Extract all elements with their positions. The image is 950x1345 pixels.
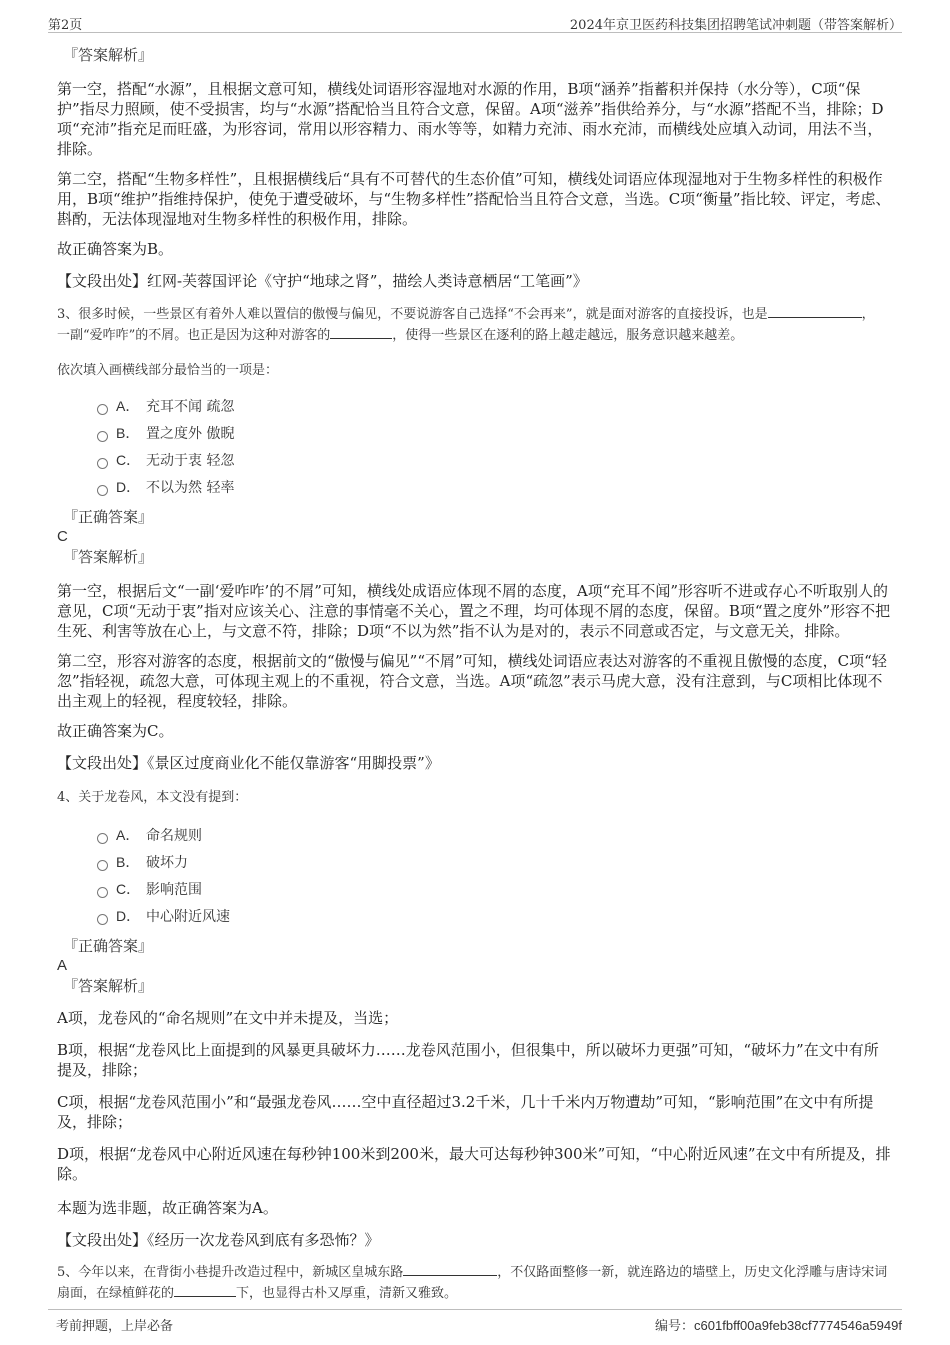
correct-answer: A — [57, 957, 68, 974]
correct-answer-label: 『正确答案』 — [63, 508, 154, 526]
text-source: 【文段出处】《经历一次龙卷风到底有多恐怖？》 — [57, 1231, 380, 1249]
fill-blank — [403, 1263, 497, 1276]
analysis-paragraph: C项，根据“龙卷风范围小”和“最强龙卷风……空中直径超过3.2千米，几十千米内万物遭劫”可知，“影响范围”在文中有所提及，排除； — [57, 1093, 874, 1131]
radio-icon[interactable] — [97, 431, 108, 442]
fill-blank — [768, 305, 862, 318]
text-source: 【文段出处】红网-芙蓉国评论《守护“地球之肾”，描绘人类诗意栖居“工笔画”》 — [57, 272, 588, 290]
analysis-paragraph: 第一空，根据后文“一副‘爱咋咋’的不屑”可知，横线处成语应体现不屑的态度，A项“充耳不闻”形容听不进或存心不听取别人的意见，C项“无动于衷”指对应该关心、注意的事情毫不关心，置之不理，均可体现不屑的态度，保留。B项“置之度外”形容不把生死、利害等放在心上，与文意不符，排除；D项“不以为然”指不认为是对的，表示不同意或否定，与文意无关，排除。 — [57, 582, 891, 640]
text-source: 【文段出处】《景区过度商业化不能仅靠游客“用脚投票”》 — [57, 754, 440, 772]
fill-blank — [174, 1284, 236, 1297]
page-number: 第2页 — [48, 18, 83, 33]
answer-conclusion: 故正确答案为B。 — [57, 240, 174, 258]
analysis-paragraph: 第二空，搭配“生物多样性”，且根据横线后“具有不可替代的生态价值”可知，横线处词语应体现湿地对于生物多样性的积极作用，B项“维护”指维持保护，使免于遭受破坏，与“生物多样性”搭配恰当且符合文意，当选。C项“衡量”指比较、评定，考虑、斟酌，无法体现湿地对生物多样性的积极作用，排除。 — [57, 170, 891, 228]
option-b[interactable]: B． 置之度外 傲睨 — [97, 420, 893, 447]
fill-blank — [330, 326, 392, 339]
page-header — [48, 12, 902, 33]
document-title: 2024年京卫医药科技集团招聘笔试冲刺题（带答案解析） — [569, 18, 902, 33]
option-d[interactable]: D． 中心附近风速 — [97, 903, 893, 930]
question-stem: 5、今年以来，在背街小巷提升改造过程中，新城区皇城东路 ，不仅路面整修一新，就连路边的墙壁上，历史文化浮雕与唐诗宋词扇面，在绿植鲜花的 下，也显得古朴又厚重，清新又雅致。 — [57, 1265, 888, 1301]
footer-slogan: 考前押题，上岸必备 — [56, 1319, 174, 1334]
option-d[interactable]: D． 不以为然 轻率 — [97, 474, 893, 501]
option-c[interactable]: C． 无动于衷 轻忽 — [97, 447, 893, 474]
analysis-paragraph: A项，龙卷风的“命名规则”在文中并未提及，当选； — [57, 1009, 399, 1027]
radio-icon[interactable] — [97, 914, 108, 925]
option-list — [57, 822, 893, 930]
radio-icon[interactable] — [97, 458, 108, 469]
analysis-label: 『答案解析』 — [63, 548, 154, 566]
correct-answer-label: 『正确答案』 — [63, 937, 154, 955]
page-content — [57, 45, 893, 1304]
analysis-label: 『答案解析』 — [63, 46, 154, 64]
option-list — [57, 393, 893, 501]
radio-icon[interactable] — [97, 833, 108, 844]
option-c[interactable]: C． 影响范围 — [97, 876, 893, 903]
correct-answer: C — [57, 528, 68, 545]
page-footer — [48, 1309, 902, 1334]
analysis-paragraph: 第二空，形容对游客的态度，根据前文的“傲慢与偏见”“不屑”可知，横线处词语应表达对游客的不重视且傲慢的态度，C项“轻忽”指轻视，疏忽大意，可体现主观上的不重视，符合文意，当选。A项“疏忽”表示马虎大意，没有注意到，与C项相比体现不出主观上的轻视，程度较轻，排除。 — [57, 652, 887, 710]
analysis-paragraph: 第一空，搭配“水源”，且根据文意可知，横线处词语形容湿地对水源的作用，B项“涵养”指蓄积并保持（水分等），C项“保护”指尽力照顾，使不受损害，均与“水源”搭配恰当且符合文意，保留。A项“滋养”指供给养分，与“水源”搭配不当，排除；D项“充沛”指充足而旺盛，为形容词，常用以形容精力、雨水等等，如精力充沛、雨水充沛，而横线处应填入动词，用法不当，排除。 — [57, 80, 884, 158]
radio-icon[interactable] — [97, 860, 108, 871]
document-serial: 编号：c601fbff00a9feb38cf7774546a5949f — [655, 1318, 902, 1333]
option-a[interactable]: A． 充耳不闻 疏忽 — [97, 393, 893, 420]
analysis-label: 『答案解析』 — [63, 977, 154, 995]
option-a[interactable]: A． 命名规则 — [97, 822, 893, 849]
question-stem: 3、很多时候，一些景区有着外人难以置信的傲慢与偏见，不要说游客自己选择“不会再来”，就是面对游客的直接投诉，也是 ， 一副“爱咋咋”的不屑。也正是因为这种对游客的 ，使得一些景区在逐利的路上越走越远，服务意识越来越差。 — [57, 307, 875, 343]
option-b[interactable]: B． 破坏力 — [97, 849, 893, 876]
analysis-paragraph: B项，根据“龙卷风比上面提到的风暴更具破坏力……龙卷风范围小，但很集中，所以破坏力更强”可知，“破坏力”在文中有所提及，排除； — [57, 1041, 879, 1079]
radio-icon[interactable] — [97, 887, 108, 898]
answer-conclusion: 本题为选非题，故正确答案为A。 — [57, 1199, 278, 1217]
radio-icon[interactable] — [97, 485, 108, 496]
answer-conclusion: 故正确答案为C。 — [57, 722, 174, 740]
radio-icon[interactable] — [97, 404, 108, 415]
question-prompt: 依次填入画横线部分最恰当的一项是： — [57, 363, 279, 378]
question-stem: 4、关于龙卷风，本文没有提到： — [57, 790, 248, 805]
analysis-paragraph: D项，根据“龙卷风中心附近风速在每秒钟100米到200米，最大可达每秒钟300米”可知，“中心附近风速”在文中有所提及，排除。 — [57, 1145, 891, 1183]
